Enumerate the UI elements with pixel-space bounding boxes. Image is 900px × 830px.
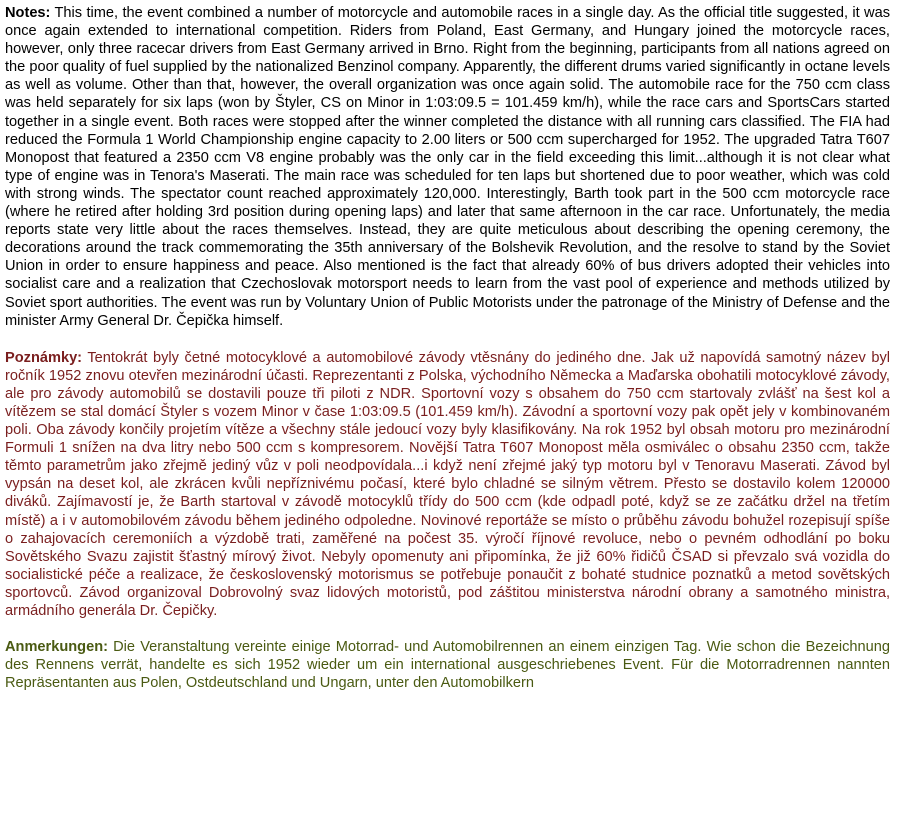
notes-czech-heading: Poznámky: [5, 349, 83, 366]
notes-english-paragraph [5, 4, 890, 330]
notes-german-text: Die Veranstaltung vereinte einige Motorrad- und Automobilrennen an einem einzigen Tag. Wie schon die Bezeichnung des Rennens verrät, handelte es sich 1952 wieder um ein international ausgeschriebenes Event. Für die Motorradrennen nannten Repräsentanten aus Polen, Ostdeutschland und Ungarn, unter den Automobilkern [5, 639, 890, 692]
notes-german-heading: Anmerkungen: [5, 639, 108, 656]
notes-english-text: This time, the event combined a number of motorcycle and automobile races in a single day. As the official title suggested, it was once again extended to international competition. Riders from Poland, East Germany, and Hungary joined the motorcycle races, however, only three racecar drivers from East Germany arrived in Brno. Right from the beginning, participants from all nations agreed on the poor quality of fuel supplied by the nationalized Benzinol company. Apparently, the different drums varied significantly in octane levels as well as volume. Other than that, however, the overall organization was once again solid. The automobile race for the 750 ccm class was held separately for six laps (won by Štyler, CS on Minor in 1:03:09.5 = 101.459 km/h), while the race cars and SportsCars started together in a single event. Both races were stopped after the winner completed the distance with all running cars classified. The FIA had reduced the Formula 1 World Championship engine capacity to 2.00 liters or 500 ccm supercharged for 1952. The upgraded Tatra T607 Monopost that featured a 2350 ccm V8 engine probably was the only car in the field exceeding this limit...although it is not clear what type of engine was in Tenora's Maserati. The main race was scheduled for ten laps but shortened due to poor weather, which was cold with strong winds. The spectator count reached approximately 120,000. Interestingly, Barth took part in the 500 ccm motorcycle race (where he retired after holding 3rd position during opening laps) and later that same afternoon in the car race. Unfortunately, the media reports state very little about the races themselves. Instead, they are quite meticulous about describing the opening ceremony, the decorations around the track commemorating the 35th anniversary of the Bolshevik Revolution, and the resolve to stand by the Soviet Union in order to ensure happiness and peace. Also mentioned is the fact that already 60% of bus drivers adopted their vehicles into socialist care and a realization that Czechoslovak motorsport needs to learn from the vast pool of experience and methods utilized by Soviet sport authorities. The event was run by Voluntary Union of Public Motorists under the patronage of the Ministry of Defense and the minister Army General Dr. Čepička himself. [5, 5, 890, 329]
notes-page [5, 4, 890, 692]
notes-english-heading: Notes: [5, 5, 51, 21]
notes-czech-paragraph [5, 349, 890, 620]
notes-german-paragraph [5, 638, 890, 692]
notes-czech-text: Tentokrát byly četné motocyklové a automobilové závody vtěsnány do jediného dne. Jak už napovídá samotný název byl ročník 1952 znovu otevřen mezinárodní účasti. Reprezentanti z Polska, východního Německa a Maďarska obohatili motocyklové závody, ale pro závody automobilů se dostavili pouze tři piloti z NDR. Sportovní vozy s obsahem do 750 ccm startovaly zvlášť na šest kol a vítězem se stal domácí Štyler s vozem Minor v čase 1:03:09.5 (101.459 km/h). Závodní a sportovní vozy pak opět jely v kombinovaném poli. Oba závody končily projetím vítěze a všechny stále jedoucí vozy byly klasifikovány. Na rok 1952 byl obsah motoru pro mezinárodní Formuli 1 snížen na dva litry nebo 500 ccm s kompresorem. Novější Tatra T607 Monopost měla osmiválec o obsahu 2350 ccm, takže těmto parametrům jako zřejmě jediný vůz v poli neodpovídala...i když není zřejmé jaký typ motoru byl v Tenoravu Maserati. Závod byl vypsán na deset kol, ale zkrácen kvůli nepříznivému počasí, které bylo chladné se silným větrem. Přesto se dostavilo kolem 120000 diváků. Zajímavostí je, že Barth startoval v závodě motocyklů třídy do 500 ccm (kde odpadl poté, když se ze začátku držel na třetím místě) a i v automobilovém závodu během jediného odpoledne. Novinové reportáže se místo o průběhu závodu bohužel rozepisují spíše o zahajovacích ceremoniích a výzdobě trati, zaměřené na počest 35. výročí říjnové revoluce, nebo o pevném odhodlání po boku Sovětského Svazu zajistit šťastný mírový život. Nebyly opomenuty ani připomínka, že již 60% řidičů ČSAD si převzalo svá vozidla do socialistické péče a realizace, že československý motorismus se potřebuje ponaučit z bohaté studnice poznatků a metod sovětských sportovců. Závod organizoval Dobrovolný svaz lidových motoristů, pod záštitou ministerstva národní obrany a samotného ministra, armádního generála Dr. Čepičky. [5, 349, 891, 619]
